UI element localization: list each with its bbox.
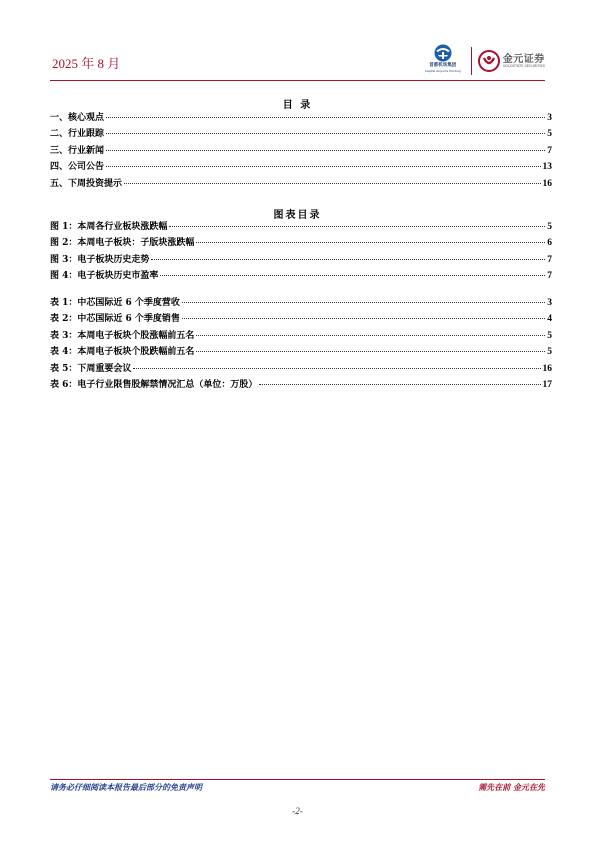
figure-entry-page: 6 — [547, 238, 552, 249]
table-entry[interactable] — [50, 295, 552, 311]
figures-title: 图表目录 — [273, 210, 322, 221]
figure-entry-page: 7 — [547, 271, 552, 282]
leader-dots — [133, 368, 540, 369]
figure-entry-page: 7 — [547, 254, 552, 265]
table-entry-page: 3 — [547, 298, 552, 308]
toc-entry[interactable] — [50, 143, 552, 159]
leader-dots — [106, 133, 545, 134]
table-entry-label: 表 5：下周重要会议 — [50, 363, 132, 374]
toc-entry-label: 二、行业跟踪 — [50, 129, 105, 140]
leader-dots — [106, 150, 545, 151]
page-number: -2- — [292, 806, 303, 816]
airport-logo-subtext: Capital Airports Holding — [424, 68, 461, 73]
toc-entry-page: 3 — [547, 113, 552, 123]
figure-entry-page: 5 — [547, 222, 552, 232]
leader-dots — [124, 183, 540, 184]
toc-entry-label: 五、下周投资提示 — [50, 178, 123, 189]
table-entry-label: 表 2：中芯国际近 6 个季度销售 — [50, 314, 180, 325]
goldstate-logo-subtext: GOLDSTATE SECURITIES — [502, 63, 545, 68]
leader-dots — [169, 226, 545, 227]
header-logos — [421, 44, 545, 78]
logo-divider — [471, 47, 472, 75]
tables-list — [50, 295, 552, 393]
toc-entry-page: 16 — [542, 178, 552, 189]
leader-dots — [182, 318, 545, 319]
figure-entry[interactable] — [50, 219, 552, 235]
toc-entry-page: 7 — [547, 145, 552, 156]
toc-list — [50, 110, 552, 192]
figure-entry[interactable] — [50, 252, 552, 268]
toc-entry-page: 5 — [547, 129, 552, 140]
leader-dots — [259, 384, 540, 385]
table-entry[interactable] — [50, 328, 552, 344]
airport-emblem-icon — [433, 44, 453, 62]
goldstate-logo — [478, 50, 545, 72]
leader-dots — [182, 302, 545, 303]
header-divider — [50, 80, 545, 81]
footer-disclaimer: 请务必仔细阅读本报告最后部分的免责声明 — [50, 782, 202, 792]
leader-dots — [196, 242, 545, 243]
toc-entry[interactable] — [50, 176, 552, 192]
toc-entry[interactable] — [50, 126, 552, 142]
leader-dots — [106, 117, 545, 118]
table-entry[interactable] — [50, 311, 552, 327]
figure-entry-label: 图 1：本周各行业板块涨跌幅 — [50, 222, 168, 232]
table-entry[interactable] — [50, 361, 552, 377]
toc-entry-label: 四、公司公告 — [50, 162, 105, 173]
toc-entry[interactable] — [50, 159, 552, 175]
airport-group-logo — [421, 44, 465, 78]
table-entry-label: 表 3：本周电子板块个股涨幅前五名 — [50, 330, 195, 341]
goldstate-logo-text: 金元证券 — [502, 53, 545, 65]
toc-entry-label: 三、行业新闻 — [50, 145, 105, 156]
airport-logo-text: 首都机场集团 — [429, 63, 457, 68]
footer-slogan: 需先在前 金元在先 — [478, 782, 545, 792]
leader-dots — [196, 335, 545, 336]
figure-entry[interactable] — [50, 235, 552, 251]
figure-entry-label: 图 3：电子板块历史走势 — [50, 254, 150, 265]
table-entry-page: 5 — [547, 330, 552, 341]
leader-dots — [106, 166, 540, 167]
leader-dots — [196, 351, 545, 352]
toc-entry-label: 一、核心观点 — [50, 113, 105, 123]
toc-entry[interactable] — [50, 110, 552, 126]
table-entry-page: 16 — [542, 363, 552, 374]
footer-divider — [50, 779, 545, 780]
toc-title: 目 录 — [282, 100, 313, 111]
table-entry[interactable] — [50, 344, 552, 360]
figure-entry-label: 图 2：本周电子板块：子版块涨跌幅 — [50, 238, 195, 249]
table-entry-label: 表 6：电子行业限售股解禁情况汇总（单位：万股） — [50, 379, 258, 390]
goldstate-emblem-icon — [478, 50, 500, 72]
table-entry-page: 4 — [547, 314, 552, 325]
table-entry-page: 5 — [547, 347, 552, 358]
table-entry[interactable] — [50, 377, 552, 393]
figure-entry-label: 图 4：电子板块历史市盈率 — [50, 271, 159, 282]
leader-dots — [151, 259, 545, 260]
table-entry-page: 17 — [542, 379, 552, 390]
figures-list — [50, 219, 552, 285]
table-entry-label: 表 4：本周电子板块个股跌幅前五名 — [50, 347, 195, 358]
report-date: 2025 年 8 月 — [52, 56, 121, 71]
table-entry-label: 表 1：中芯国际近 6 个季度营收 — [50, 298, 180, 308]
leader-dots — [160, 275, 545, 276]
figure-entry[interactable] — [50, 268, 552, 284]
toc-entry-page: 13 — [542, 162, 552, 173]
